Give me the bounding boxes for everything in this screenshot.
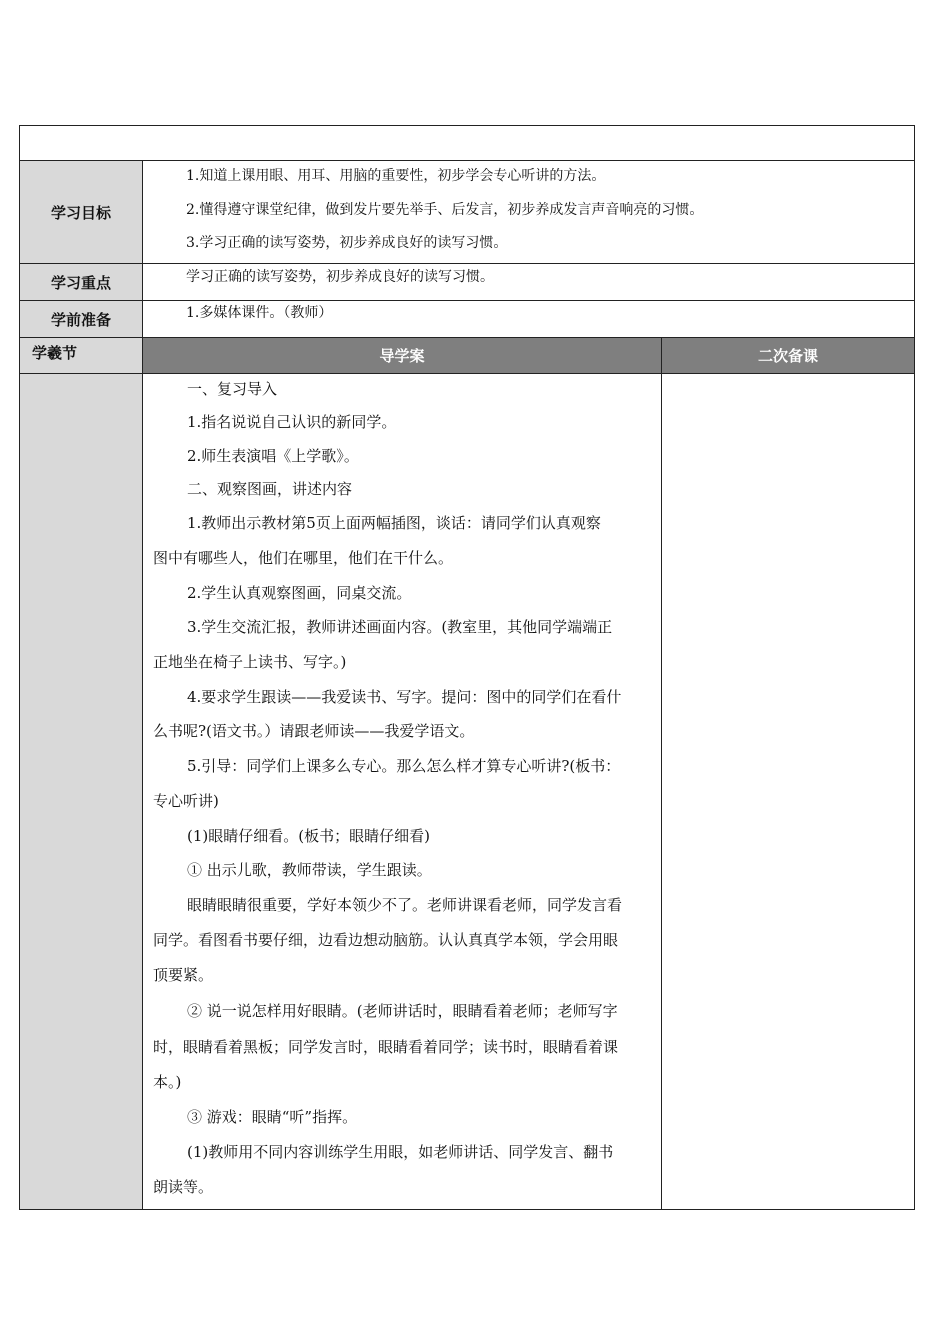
lesson-plan-table <box>19 125 915 1210</box>
goals-content <box>143 161 914 263</box>
guide-line: 1.指名说说自己认识的新同学。 <box>187 413 397 431</box>
goal-line: 3.学习正确的读写姿势，初步养成良好的读写习惯。 <box>186 235 508 251</box>
guide-line: 图中有哪些人，他们在哪里，他们在干什么。 <box>153 549 454 567</box>
guide-line: 眼睛眼睛很重要，学好本领少不了。老师讲课看老师，同学发言看 <box>187 896 623 914</box>
guide-line: 正地坐在椅子上读书、写字。) <box>153 653 347 671</box>
prep-label: 学前准备 <box>20 301 143 337</box>
title-row <box>20 126 914 161</box>
guide-line: ① 出示儿歌，教师带读，学生跟读。 <box>187 861 432 879</box>
goals-row <box>20 161 914 264</box>
guide-line: 一、复习导入 <box>187 380 278 398</box>
guide-line: (1)眼睛仔细看。(板书；眼睛仔细看) <box>187 827 430 845</box>
prep-content <box>143 301 914 337</box>
header-row <box>20 338 914 374</box>
guide-line: 二、观察图画，讲述内容 <box>187 480 353 498</box>
guide-line: 同学。看图看书要仔细，边看边想动脑筋。认认真真学本领，学会用眼 <box>153 931 619 949</box>
guide-line: 顶要紧。 <box>153 966 214 984</box>
guide-line: 朗读等。 <box>153 1178 214 1196</box>
guide-line: 时，眼睛看着黑板；同学发言时，眼睛看着同学；读书时，眼睛看着课 <box>153 1038 619 1056</box>
body-section-cell <box>20 374 143 1209</box>
prep-text: 1.多媒体课件。（教师） <box>186 305 333 321</box>
prep-row <box>20 301 914 338</box>
guide-line: 2.师生表演唱《上学歌》。 <box>187 447 359 465</box>
header-col-section: 学羲节 <box>20 338 143 373</box>
guide-line: 专心听讲) <box>153 792 219 810</box>
header-col-guide: 导学案 <box>143 338 662 373</box>
second-prep-content <box>662 374 914 1209</box>
guide-line: 4.要求学生跟读——我爱读书、写字。提问：图中的同学们在看什 <box>187 688 622 706</box>
body-row <box>20 374 914 1209</box>
guide-line: 3.学生交流汇报，教师讲述画面内容。(教室里，其他同学端端正 <box>187 618 613 636</box>
guide-line: 1.教师出示教材第5页上面两幅插图，谈话：请同学们认真观察 <box>187 514 601 532</box>
guide-line: ② 说一说怎样用好眼睛。(老师讲话时，眼睛看着老师；老师写字 <box>187 1002 618 1020</box>
guide-line: ③ 游戏：眼睛“听”指挥。 <box>187 1108 358 1126</box>
goal-line: 1.知道上课用眼、用耳、用脑的重要性，初步学会专心听讲的方法。 <box>186 168 606 184</box>
goal-line: 2.懂得遵守课堂纪律，做到发片要先举手、后发言，初步养成发言声音响亮的习惯。 <box>186 202 704 218</box>
guide-line: 2.学生认真观察图画，同桌交流。 <box>187 584 412 602</box>
guide-line: 么书呢?(语文书。）请跟老师读——我爱学语文。 <box>153 722 475 740</box>
guide-line: 5.引导：同学们上课多么专心。那么怎么样才算专心听讲?(板书： <box>187 757 621 775</box>
focus-content <box>143 264 914 300</box>
guide-line: (1)教师用不同内容训练学生用眼，如老师讲话、同学发言、翻书 <box>187 1143 614 1161</box>
header-col-second-prep: 二次备课 <box>662 338 914 373</box>
guide-content <box>143 374 662 1209</box>
focus-row <box>20 264 914 301</box>
focus-label: 学习重点 <box>20 264 143 300</box>
guide-line: 本。) <box>153 1073 182 1091</box>
focus-text: 学习正确的读写姿势，初步养成良好的读写习惯。 <box>186 269 494 285</box>
goals-label: 学习目标 <box>20 161 143 263</box>
